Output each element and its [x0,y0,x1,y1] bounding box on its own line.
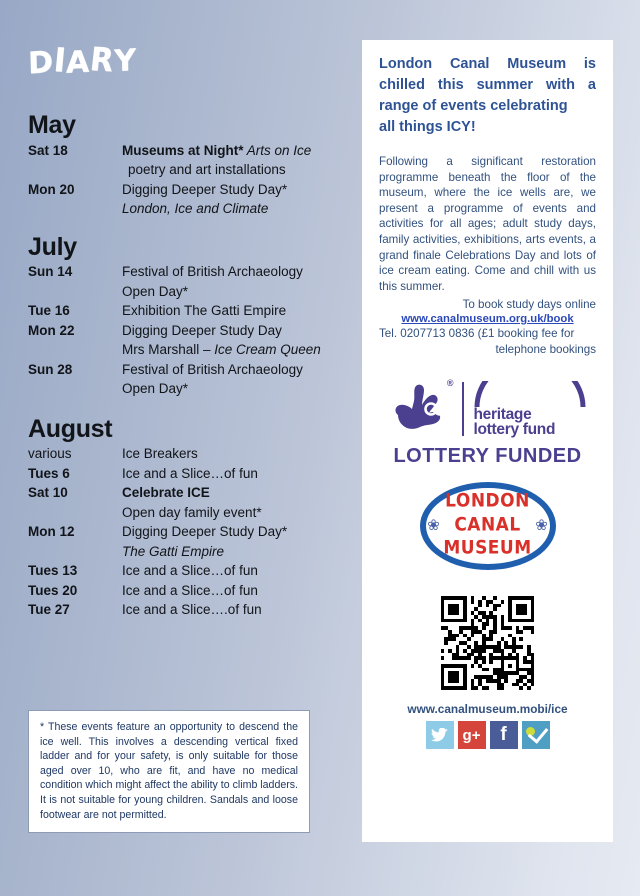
event-date: Sat 18 [28,142,68,158]
qr-module [531,683,535,687]
event-date: Tue 16 [28,303,70,318]
qr-module [444,641,448,645]
event-row [28,340,358,360]
event-row [28,522,358,542]
event-date: Mon 20 [28,181,75,197]
telephone-number: Tel. 0207713 0836 (£1 booking fee for [379,326,575,340]
event-row [28,199,358,219]
qr-module [463,619,467,623]
month-block [28,112,358,219]
qr-module [486,686,490,690]
event-date: Sun 28 [28,361,73,377]
event-row [28,160,358,180]
event-text: Festival of British Archaeology [122,264,303,279]
qr-module [501,600,505,604]
qr-module [482,660,486,664]
qr-module [467,656,471,660]
qr-module [471,600,475,604]
logo-ornament-left-icon: ❀ [427,517,440,535]
event-description [122,542,358,562]
event-text: The Gatti Empire [122,543,225,559]
event-description [122,180,358,200]
month-block [28,416,358,620]
month-block [28,234,358,399]
event-description [122,581,358,601]
qr-module [463,686,467,690]
event-text: Digging Deeper Study Day* [122,524,288,539]
title-letter: R [88,40,117,80]
lottery-funded-caption: LOTTERY FUNDED [393,445,582,468]
month-heading: August [28,414,113,443]
event-row [28,483,358,503]
event-text: Ice and a Slice…of fun [122,465,258,481]
qr-module [486,668,490,672]
event-text: Mrs Marshall – [122,342,215,357]
event-description [122,160,358,180]
event-description [122,301,358,321]
safety-footnote-box [28,710,310,833]
telephone-booking-line [379,326,596,357]
event-date: Sat 10 [28,485,68,500]
event-row [28,542,358,562]
logo-word-museum: MUSEUM [443,536,532,560]
event-date: Tues 20 [28,582,78,598]
events-schedule [28,112,358,622]
qr-module [489,637,493,641]
qr-module [493,596,497,600]
social-links-row [379,721,596,749]
event-date: various [28,446,72,461]
page-title [27,40,138,82]
google-plus-icon[interactable]: g+ [458,721,486,749]
qr-module [531,630,535,634]
title-letter: A [65,44,91,81]
qr-module [519,645,523,649]
event-date: Sun 14 [28,264,73,279]
qr-module [478,604,482,608]
event-description [122,360,358,380]
qr-module [486,604,490,608]
qr-module [523,611,527,615]
logo-ornament-right-icon: ❀ [535,517,548,535]
month-heading: July [28,232,77,261]
panel-headline-last: all things ICY! [379,119,476,135]
qr-module [441,656,445,660]
event-description [122,141,358,161]
heritage-lottery-fund-logo [389,379,587,439]
qr-module [471,634,475,638]
qr-module [508,626,512,630]
logo-word-london: LONDON [445,489,530,513]
hlf-line-2: lottery fund [473,421,556,439]
event-description [122,379,358,399]
qr-module [531,619,535,623]
event-description [122,199,358,219]
qr-module [482,626,486,630]
event-row [28,301,358,321]
event-description [122,282,358,302]
qr-module [497,604,501,608]
qr-module [486,622,490,626]
title-letter: Y [114,42,138,80]
qr-module [482,649,486,653]
lottery-crossed-fingers-icon [390,379,452,439]
event-description [122,262,358,282]
event-date: Tues 6 [28,465,70,481]
qr-module [456,634,460,638]
qr-module [467,637,471,641]
tripadvisor-icon[interactable] [522,721,550,749]
qr-module [519,637,523,641]
event-row [28,321,358,341]
twitter-icon[interactable] [426,721,454,749]
arc-icon [474,381,586,407]
qr-module [508,664,512,668]
hlf-line-1: heritage [473,405,532,423]
event-description [122,503,358,523]
event-description [122,483,358,503]
event-text: Festival of British Archaeology [122,361,303,377]
event-text: Ice and a Slice….of fun [122,602,262,617]
event-text: Ice Breakers [122,446,198,461]
event-row [28,561,358,581]
booking-instruction: To book study days online [462,298,596,312]
event-row [28,282,358,302]
event-text: Digging Deeper Study Day [122,322,282,338]
mobile-site-url: www.canalmuseum.mobi/ice [407,702,568,717]
title-letter: D [27,44,55,82]
event-date: Mon 22 [28,322,75,338]
event-row [28,360,358,380]
safety-footnote-text: * These events feature an opportunity to descend the ice well. This involves a descending vertical fixed ladder and for your safety, is only suitable for those aged over 10, who are fit, and have no medical condition which might affect the ability to climb ladders. It is not suitable for young children. Sandals and loose footwear are not permitted. [40,721,298,821]
qr-module [452,637,456,641]
qr-module [456,679,460,683]
event-text: Ice Cream Queen [214,342,321,357]
event-row [28,581,358,601]
event-date: Mon 12 [28,524,75,539]
qr-module [456,611,460,615]
event-date: Tue 27 [28,602,70,617]
qr-module [519,686,523,690]
event-text: Digging Deeper Study Day* [122,181,288,197]
title-letter: I [51,41,69,81]
event-row [28,600,358,620]
qr-code [441,596,535,690]
event-text: Open day family event* [122,504,262,520]
tripadvisor-tick-icon [527,722,548,744]
event-row [28,262,358,282]
event-row [28,444,358,464]
month-heading: May [28,111,76,139]
event-text: poetry and art installations [128,162,286,177]
event-row [28,379,358,399]
qr-module [501,686,505,690]
event-row [28,464,358,484]
event-text: Celebrate ICE [122,485,210,500]
panel-headline [379,54,596,138]
logo-word-canal: CANAL [454,513,521,537]
info-panel [362,40,613,842]
event-row [28,180,358,200]
qr-module [489,660,493,664]
registered-trademark-icon: ® [446,378,454,389]
qr-module [493,607,497,611]
event-description [122,522,358,542]
qr-module [493,630,497,634]
qr-module [519,630,523,634]
qr-module [504,679,508,683]
heritage-lottery-wordmark [474,381,586,438]
telephone-note: telephone bookings [495,342,596,356]
event-text: Ice and a Slice…of fun [122,563,258,578]
qr-module [471,664,475,668]
qr-module [474,686,478,690]
logo-divider [462,382,464,436]
event-description [122,444,358,464]
qr-module [441,649,445,653]
facebook-icon[interactable]: f [490,721,518,749]
event-row [28,141,358,161]
event-description [122,464,358,484]
event-description [122,600,358,620]
event-description [122,340,358,360]
event-description [122,561,358,581]
qr-module [527,686,531,690]
event-description [122,321,358,341]
event-text: Arts on Ice [243,142,312,158]
event-text: Museums at Night* [122,142,244,158]
event-text: Ice and a Slice…of fun [122,582,258,598]
panel-headline-main: London Canal Museum is chilled this summer with a range of events celebrating [379,56,596,114]
event-row [28,503,358,523]
event-text: Open Day* [122,283,189,299]
booking-url-link[interactable]: www.canalmuseum.org.uk/book [401,312,574,325]
event-text: Open Day* [122,381,189,396]
event-date: Tues 13 [28,563,78,578]
london-canal-museum-logo [420,482,556,570]
panel-body-text: Following a significant restoration programme beneath the floor of the museum, where the ice wells are, we present a programme of events and activities for all ages; adult study days, family activities, exhibitions, arts events, a grand finale Celebrations Day and lots of ice cream eating. Come and chill with us this summer. [379,155,596,293]
event-text: Exhibition The Gatti Empire [122,303,287,318]
event-text: London, Ice and Climate [122,201,269,216]
